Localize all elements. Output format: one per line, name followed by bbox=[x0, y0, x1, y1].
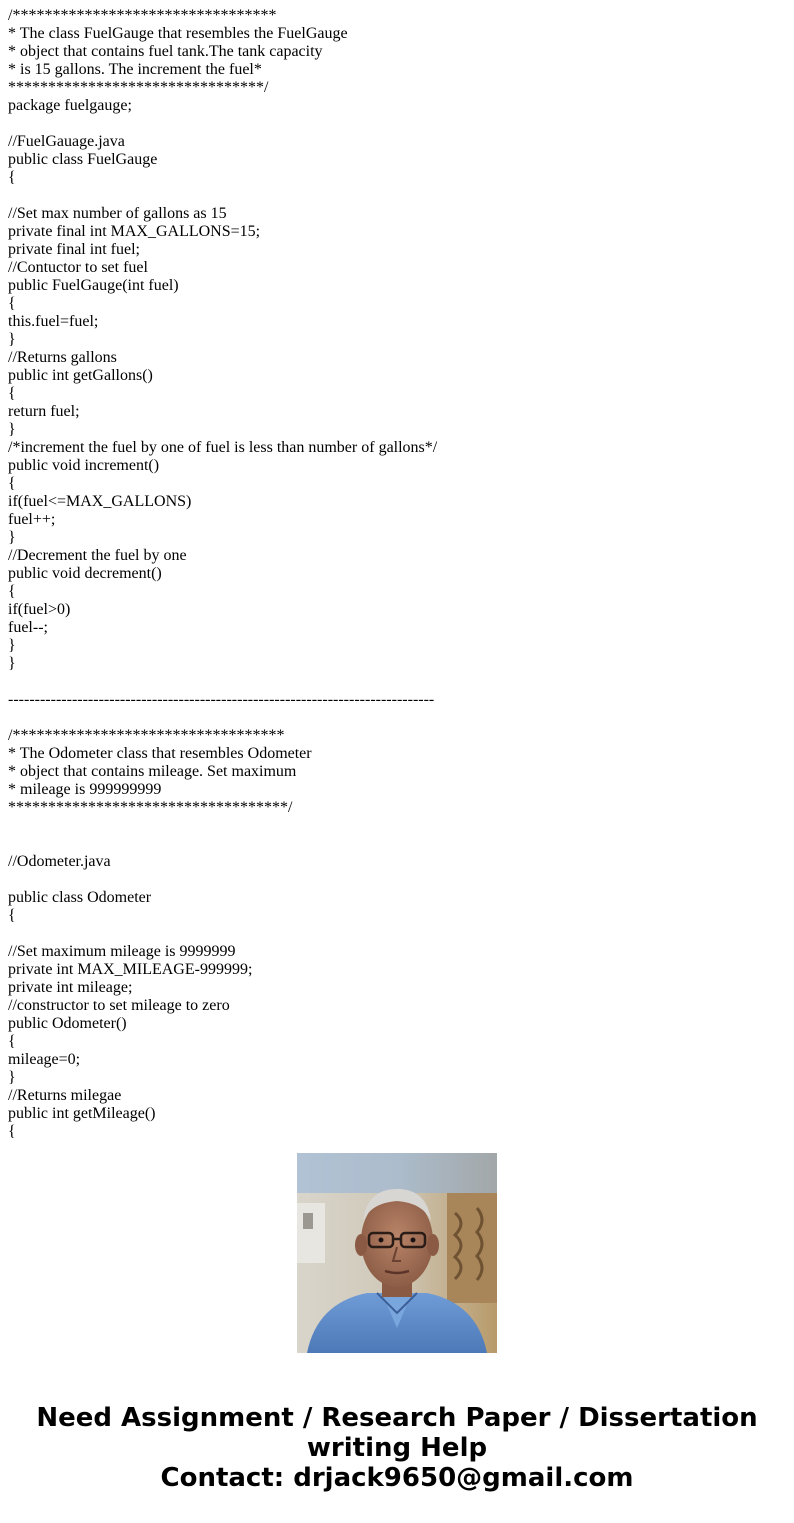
code-line: { bbox=[8, 385, 16, 402]
code-line: //Odometer.java bbox=[8, 853, 111, 870]
code-line: if(fuel>0) bbox=[8, 601, 71, 618]
code-line: //Returns gallons bbox=[8, 349, 117, 366]
code-line: //Returns milegae bbox=[8, 1087, 122, 1104]
code-line: package fuelgauge; bbox=[8, 97, 132, 114]
code-line: * object that contains fuel tank.The tank capacity bbox=[8, 43, 323, 60]
promo-banner bbox=[0, 1403, 794, 1493]
code-line: fuel++; bbox=[8, 511, 56, 528]
code-line: * The Odometer class that resembles Odometer bbox=[8, 745, 312, 762]
code-line: * object that contains mileage. Set maximum bbox=[8, 763, 297, 780]
code-line: fuel--; bbox=[8, 619, 48, 636]
code-line: //Set maximum mileage is 9999999 bbox=[8, 943, 236, 960]
code-line: { bbox=[8, 475, 16, 492]
code-line: } bbox=[8, 637, 16, 654]
code-line: return fuel; bbox=[8, 403, 80, 420]
code-line: * The class FuelGauge that resembles the FuelGauge bbox=[8, 25, 348, 42]
code-line: //FuelGauage.java bbox=[8, 133, 125, 150]
code-line: } bbox=[8, 655, 16, 672]
code-line: { bbox=[8, 1033, 16, 1050]
code-line: ***********************************/ bbox=[8, 799, 293, 816]
code-line: mileage=0; bbox=[8, 1051, 81, 1068]
code-line: } bbox=[8, 529, 16, 546]
code-line: * is 15 gallons. The increment the fuel* bbox=[8, 61, 262, 78]
code-line: public class FuelGauge bbox=[8, 151, 158, 168]
code-line: //constructor to set mileage to zero bbox=[8, 997, 230, 1014]
promo-line-2: writing Help bbox=[306, 1433, 488, 1463]
code-line: { bbox=[8, 1123, 16, 1140]
code-line: /*increment the fuel by one of fuel is less than number of gallons*/ bbox=[8, 439, 438, 456]
code-line: { bbox=[8, 295, 16, 312]
promo-contact: Contact: drjack9650@gmail.com bbox=[160, 1463, 634, 1493]
author-avatar bbox=[297, 1153, 497, 1353]
code-line: public int getGallons() bbox=[8, 367, 153, 384]
code-line: public FuelGauge(int fuel) bbox=[8, 277, 179, 294]
code-line: //Set max number of gallons as 15 bbox=[8, 205, 227, 222]
code-line: } bbox=[8, 331, 16, 348]
code-line: public Odometer() bbox=[8, 1015, 127, 1032]
code-line bbox=[8, 709, 778, 727]
code-line bbox=[8, 925, 778, 943]
code-line: /********************************* bbox=[8, 7, 277, 24]
author-photo bbox=[297, 1153, 497, 1353]
code-line: //Contuctor to set fuel bbox=[8, 259, 148, 276]
code-line: public void increment() bbox=[8, 457, 160, 474]
code-line: public int getMileage() bbox=[8, 1105, 156, 1122]
code-line: -------------------------------------------------------------------------------- bbox=[8, 691, 435, 708]
code-line: if(fuel<=MAX_GALLONS) bbox=[8, 493, 192, 510]
code-line: ********************************/ bbox=[8, 79, 269, 96]
code-line: /********************************** bbox=[8, 727, 285, 744]
code-line: this.fuel=fuel; bbox=[8, 313, 99, 330]
code-line bbox=[8, 871, 778, 889]
code-line bbox=[8, 817, 778, 835]
code-line bbox=[8, 673, 778, 691]
code-line: private final int MAX_GALLONS=15; bbox=[8, 223, 261, 240]
code-line: } bbox=[8, 1069, 16, 1086]
code-line: * mileage is 999999999 bbox=[8, 781, 162, 798]
code-line: public void decrement() bbox=[8, 565, 162, 582]
promo-line-1: Need Assignment / Research Paper / Dissertation bbox=[36, 1403, 758, 1433]
code-listing bbox=[8, 7, 778, 1140]
code-line: private final int fuel; bbox=[8, 241, 140, 258]
code-line: { bbox=[8, 907, 16, 924]
code-line bbox=[8, 835, 778, 853]
code-line: //Decrement the fuel by one bbox=[8, 547, 187, 564]
code-line: { bbox=[8, 583, 16, 600]
code-line bbox=[8, 115, 778, 133]
code-line: private int MAX_MILEAGE-999999; bbox=[8, 961, 253, 978]
code-line: { bbox=[8, 169, 16, 186]
code-line: } bbox=[8, 421, 16, 438]
code-line: private int mileage; bbox=[8, 979, 133, 996]
code-line: public class Odometer bbox=[8, 889, 152, 906]
code-line bbox=[8, 187, 778, 205]
